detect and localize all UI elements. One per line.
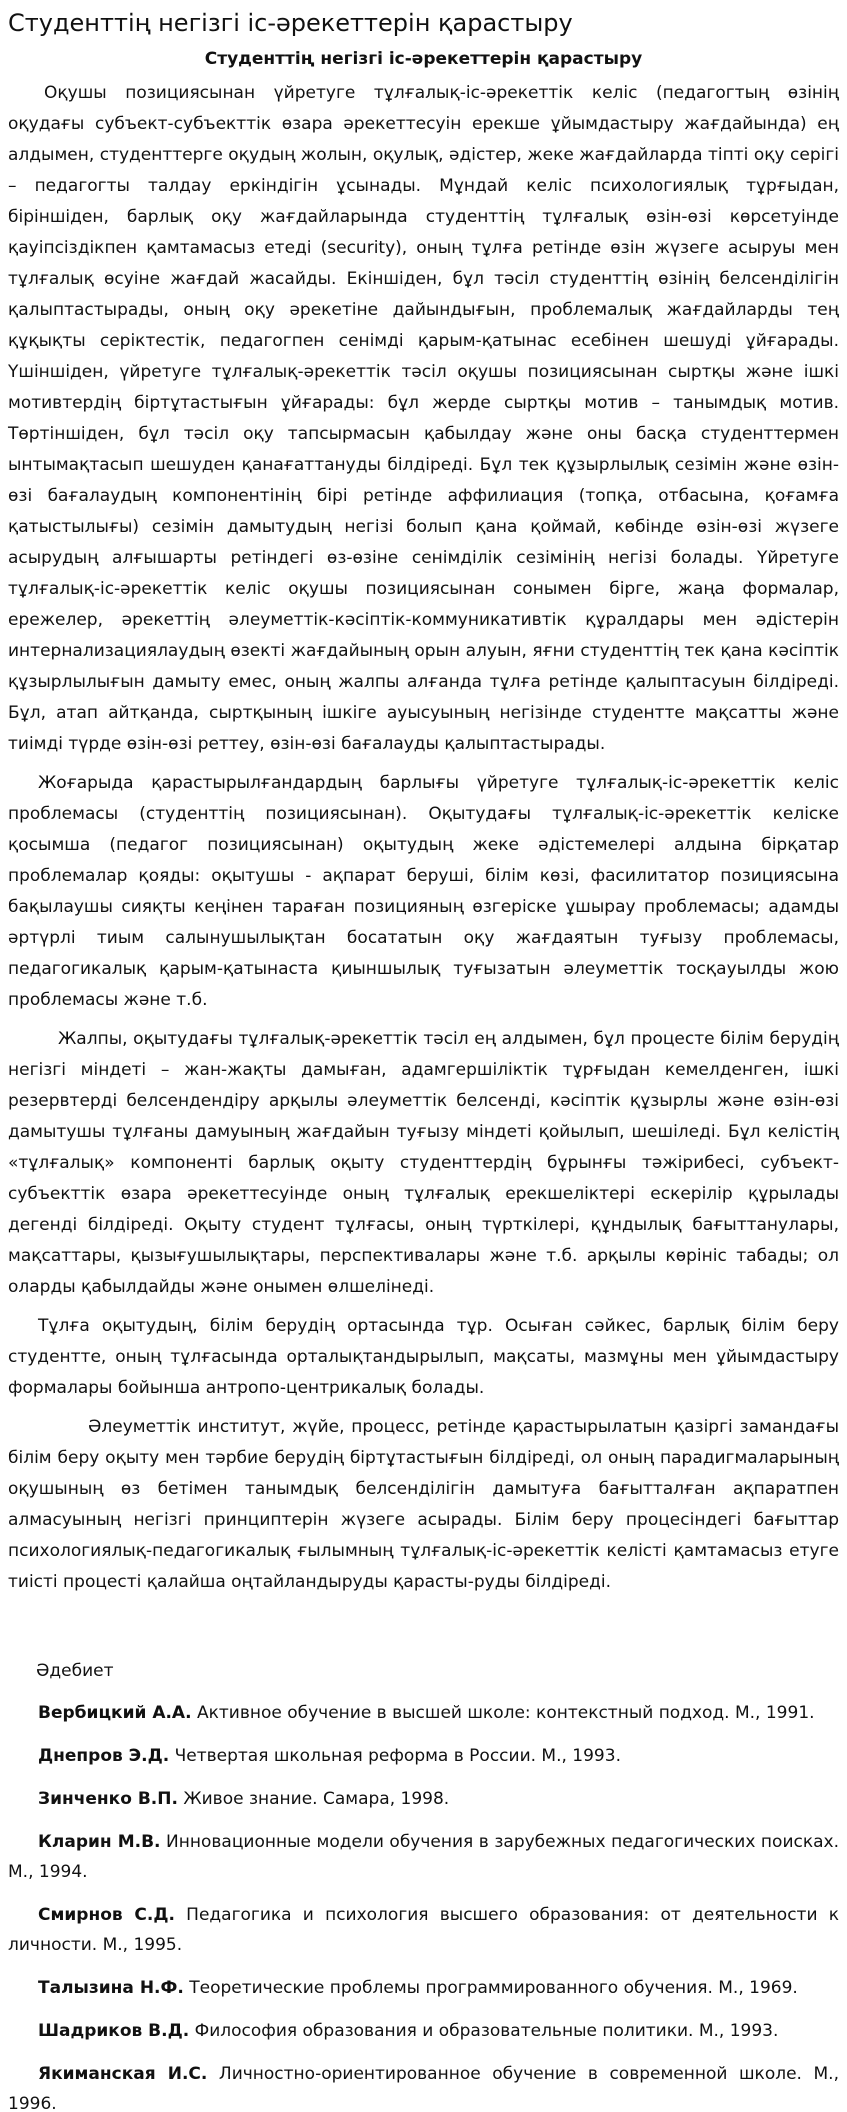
reference-text: Активное обучение в высшей школе: контекстный подход. М., 1991.: [191, 1703, 815, 1723]
reference-item: [8, 1973, 839, 2003]
references-title: Әдебиет: [36, 1661, 114, 1681]
reference-author: Якиманская И.С.: [38, 2064, 208, 2084]
reference-text: Живое знание. Самара, 1998.: [177, 1789, 450, 1809]
section-heading: Студенттің негізгі іс-әрекеттерін қарастыру: [204, 49, 643, 69]
document-title: Студенттің негізгі іс-әрекеттерін қарастыру: [8, 9, 573, 37]
reference-author: Зинченко В.П.: [38, 1789, 178, 1809]
reference-author: Шадриков В.Д.: [38, 2021, 190, 2041]
reference-text: Инновационные модели обучения в зарубежных педагогических поисках. М., 1994.: [8, 1832, 839, 1882]
reference-text: Личностно-ориентированное обучение в современной школе. М., 1996.: [8, 2064, 839, 2112]
reference-item: [8, 1741, 839, 1771]
reference-author: Кларин М.В.: [38, 1832, 161, 1852]
reference-text: Философия образования и образовательные политики. М., 1993.: [189, 2021, 779, 2041]
reference-author: Смирнов С.Д.: [38, 1905, 175, 1925]
reference-item: [8, 1698, 839, 1728]
paragraph-5: Әлеуметтік институт, жүйе, процесс, ретінде қарастырылатын қазіргі замандағы білім беру оқыту мен тәрбие берудің біртұтастығын білдіреді, ол оның парадигмаларының оқушының өз бетімен танымдық белсенділігін дамытуға бағытталған ақпаратпен алмасуының негізгі принциптерін жүзеге асырады. Білім беру процесіндегі бағыттар психологиялық-педагогикалық ғылымның тұлғалық-іс-әрекеттік келісті қамтамасыз етуге тиісті процесті қалайша оңтайландыруды қарасты-руды білдіреді.: [8, 1417, 839, 1592]
paragraph-1: Оқушы позициясынан үйретуге тұлғалық-іс-әрекеттік келіс (педагогтың өзінің оқудағы субъект-субъекттік өзара әрекеттесуін ерекше ұйымдастыру жағдайында) ең алдымен, студенттерге оқудың жолын, оқулық, әдістер, жеке жағдайларда тіпті оқу серігі – педагогты талдау еркіндігін ұсынады. Мұндай келіс психологиялық тұрғыдан, біріншіден, барлық оқу жағдайларында студенттің тұлғалық өзін-өзі көрсетуінде қауіпсіздікпен қамтамасыз етеді (security), оның тұлға ретінде өзін жүзеге асыруы мен тұлғалық өсуіне жағдай жасайды. Екіншіден, бұл тәсіл студенттің өзінің белсенділігін қалыптастырады, оның оқу әрекетіне дайындығын, проблемалық жағдайларды тең құқықты серіктестік, педагогпен сенімді қарым-қатынас есебінен шешуді ұйғарады. Үшіншіден, үйретуге тұлғалық-әрекеттік тәсіл оқушы позициясынан сыртқы және ішкі мотивтердің біртұтастығын ұйғарады: бұл жерде сыртқы мотив – танымдық мотив. Төртіншіден, бұл тәсіл оқу тапсырмасын қабылдау және оны басқа студенттермен ынтымақтасып шешуден қанағаттануды білдіреді. Бұл тек құзырлылық сезімін және өзін-өзі бағалаудың компонентінің бірі ретінде аффилиация (топқа, отбасына, қоғамға қатыстылығы) сезімін дамытудың негізі болып қана қоймай, көбінде өзін-өзі жүзеге асырудың алғышарты ретіндегі өз-өзіне сенімділік сезімінің негізі болады. Үйретуге тұлғалық-іс-әрекеттік келіс оқушы позициясынан сонымен бірге, жаңа формалар, ережелер, әрекеттің әлеуметтік-кәсіптік-коммуникативтік құралдары мен әдістерін интернализациялаудың өзекті жағдайының орын алуын, яғни студенттің тек қана кәсіптік құзырлылығын дамыту емес, оның жалпы алғанда тұлға ретінде қалыптасуын білдіреді. Бұл, атап айтқанда, сыртқының ішкіге ауысуының негізінде студентте мақсатты және тиімді түрде өзін-өзі реттеу, өзін-өзі бағалауды қалыптастырады.: [8, 83, 839, 754]
reference-text: Педагогика и психология высшего образования: от деятельности к личности. М., 1995.: [8, 1905, 839, 1955]
reference-text: Теоретические проблемы программированного обучения. М., 1969.: [183, 1978, 798, 1998]
reference-text: Четвертая школьная реформа в России. М., 1993.: [169, 1746, 621, 1766]
reference-item: [8, 2016, 839, 2046]
reference-item: [8, 1784, 839, 1814]
reference-item: [8, 1827, 839, 1887]
reference-author: Вербицкий А.А.: [38, 1703, 192, 1723]
reference-author: Днепров Э.Д.: [38, 1746, 170, 1766]
reference-item: [8, 1900, 839, 1960]
paragraph-3: Жалпы, оқытудағы тұлғалық-әрекеттік тәсіл ең алдымен, бұл процесте білім берудің негізгі міндеті – жан-жақты дамыған, адамгершіліктік тұрғыдан кемелденген, ішкі резервтерді белсендендіру арқылы әлеуметтік белсенді, кәсіптік құзырлы және өзін-өзі дамытушы тұлғаны дамуының жағдайын туғызу міндеті қойылып, шешіледі. Бұл келістің «тұлғалық» компоненті барлық оқыту студенттердің бұрынғы тәжірибесі, субъект-субъекттік өзара әрекеттесуінде оның тұлғалық ерекшеліктері ескерілір құрылады дегенді білдіреді. Оқыту студент тұлғасы, оның түрткілері, құндылық бағыттанулары, мақсаттары, қызығушылықтары, перспективалары және т.б. арқылы көрініс табады; ол оларды қабылдайды және онымен өлшелінеді.: [8, 1029, 839, 1297]
reference-author: Талызина Н.Ф.: [38, 1978, 184, 1998]
paragraph-4: Тұлға оқытудың, білім берудің ортасында тұр. Осыған сәйкес, барлық білім беру студентте, оның тұлғасында орталықтандырылып, мақсаты, мазмұны мен ұйымдастыру формалары бойынша антропо-центрикалық болады.: [8, 1316, 839, 1398]
reference-item: [8, 2059, 839, 2112]
paragraph-2: Жоғарыда қарастырылғандардың барлығы үйретуге тұлғалық-іс-әрекеттік келіс проблемасы (студенттің позициясынан). Оқытудағы тұлғалық-іс-әрекеттік келіске қосымша (педагог позициясынан) оқытудың жеке әдістемелері алдына бірқатар проблемалар қояды: оқытушы - ақпарат беруші, білім көзі, фасилитатор позициясына бақылаушы сияқты кеңінен тараған позицияның өзгеріске ұшырау проблемасы; адамды әртүрлі тиым салынушылықтан босататын оқу жағдаятын туғызу проблемасы, педагогикалық қарым-қатынаста қиыншылық туғызатын әлеуметтік тосқауылды жою проблемасы және т.б.: [8, 773, 839, 1010]
